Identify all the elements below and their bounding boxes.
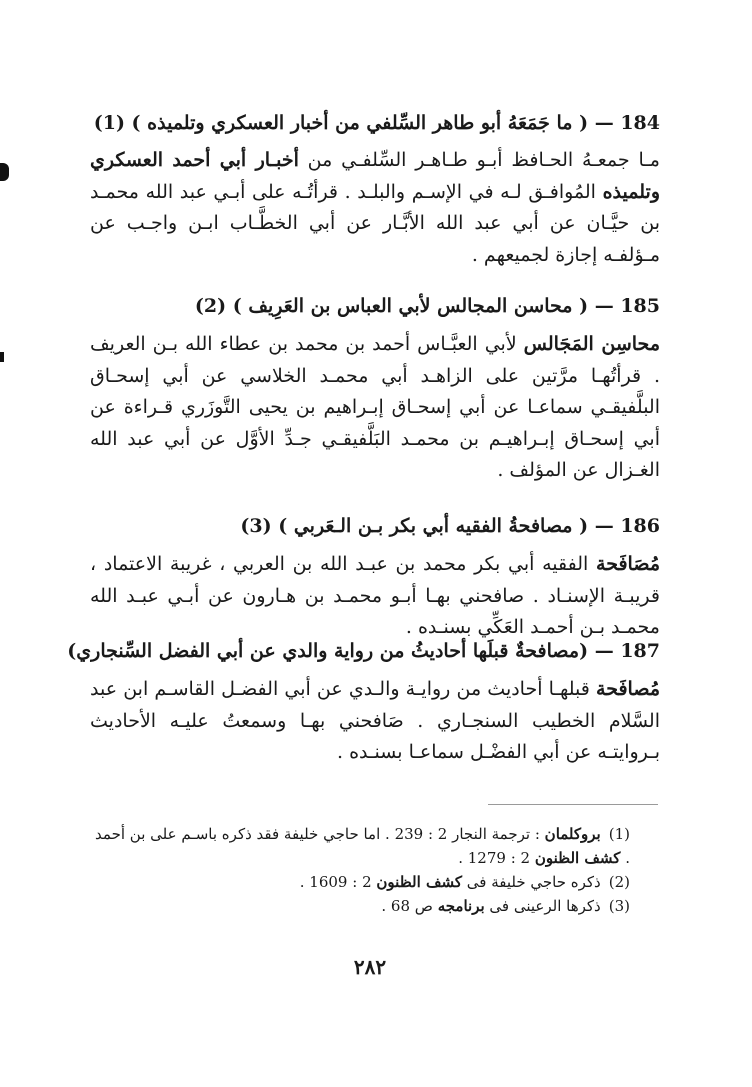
entry-body: مُصَافَحة الفقيه أبي بكر محمد بن عبـد الله بن العربي ، غريبة الاعتماد ، قريبـة الإسنـاد . صافحني بهـا أبـو محمـد بن هـارون عن أبـي عبـد الله محمـد بـن أحمـد العَكِّي بسنـده .	[90, 553, 660, 638]
entry-heading	[67, 636, 660, 666]
entry-number: 186	[620, 515, 660, 537]
footnote-3: (3)ذكرها الرعينى فى برنامجه ص 68 .	[90, 894, 630, 918]
page-number: ٢٨٢	[353, 955, 387, 979]
entry-number: 185	[620, 295, 660, 317]
entry-title: (مصافحةٌ قبلَها أحاديثُ من رواية والدي عن أبي الفضل السِّنجاري)	[67, 640, 589, 662]
entry-number: 184	[620, 112, 660, 134]
entry-title: ( ما جَمَعَهُ أبو طاهر السِّلفي من أخبار العسكري وتلميذه ) (1)	[93, 112, 589, 134]
entry-184	[90, 108, 660, 271]
entry-dash: —	[594, 640, 614, 662]
entry-body: مُصافَحة قبلهـا أحاديث من روايـة والـدي عن أبي الفضـل القاسـم ابن عبد السَّلام الخطيب السنجـاري . صَافحني بهـا وسمعتُ عليـه الأحاديث بـروايتـه عن أبي الفضْـل سماعـا بسنـده .	[90, 678, 660, 763]
footnote-number: (1)	[608, 825, 630, 843]
footnotes	[90, 822, 630, 918]
entry-number: 187	[620, 640, 660, 662]
bold-phrase: مُصَافَحة	[596, 553, 660, 575]
footnote-1: (1)بروكلمان : ترجمة النجار 2 : 239 . اما حاجي خليفة فقد ذكره باسـم على بن أحمد . كشف الظنون 2 : 1279 .	[90, 822, 630, 870]
entry-heading	[90, 108, 660, 138]
entry-dash: —	[594, 515, 614, 537]
entry-body: محاسِن المَجَالس لأبي العبَّـاس أحمد بن محمد بن عطاء الله بـن العريف . قرأتُهـا مرَّتين على الزاهـد أبي محمـد الخلاسي عن أبي إسحـاق البلَّفيقـي سماعـا عن أبي إسحـاق إبـراهيم بن يحيى التَّوزَري قـراءة عن أبي إسحـاق إبـراهيـم بن محمـد البَلَّفيقـي جـدِّ الأوَّل عن أبي عبد الله الغـزال عن المؤلف .	[90, 333, 660, 481]
entry-dash: —	[594, 295, 614, 317]
scan-edge-mark	[0, 352, 4, 362]
entry-heading	[90, 511, 660, 541]
entry-heading	[90, 291, 660, 321]
bold-phrase: أخبـار أبي أحمد العسكري وتلميذه	[90, 149, 660, 203]
scan-edge-mark	[0, 163, 9, 181]
bold-phrase: مُصافَحة	[596, 678, 660, 700]
footnote-2: (2)ذكره حاجي خليفة فى كشف الظنون 2 : 1609 .	[90, 870, 630, 894]
footnote-number: (2)	[608, 873, 630, 891]
entry-186	[90, 511, 660, 644]
entry-185	[90, 291, 660, 487]
entry-dash: —	[594, 112, 614, 134]
bold-phrase: محاسِن المَجَالس	[523, 333, 660, 355]
entry-body: مـا جمعـهُ الحـافظ أبـو طـاهـر السِّلفـي من أخبـار أبي أحمد العسكري وتلميذه المُوافـق لـه في الإسـم والبلـد . قرأتُـه على أبـي عبد الله محمـد بن حيَّـان عن أبي عبد الله الأبَّـار عن أبي الخطَّـاب ابـن واجـب عن مـؤلفـه إجازة لجميعهم .	[90, 149, 660, 266]
footnote-divider	[488, 804, 658, 805]
entry-187	[67, 636, 660, 769]
entry-title: ( مصافحةُ الفقيه أبي بكر بـن الـعَربي ) (3)	[240, 515, 589, 537]
footnote-number: (3)	[608, 897, 630, 915]
entry-title: ( محاسن المجالس لأبي العباس بن العَرِيف ) (2)	[194, 295, 589, 317]
